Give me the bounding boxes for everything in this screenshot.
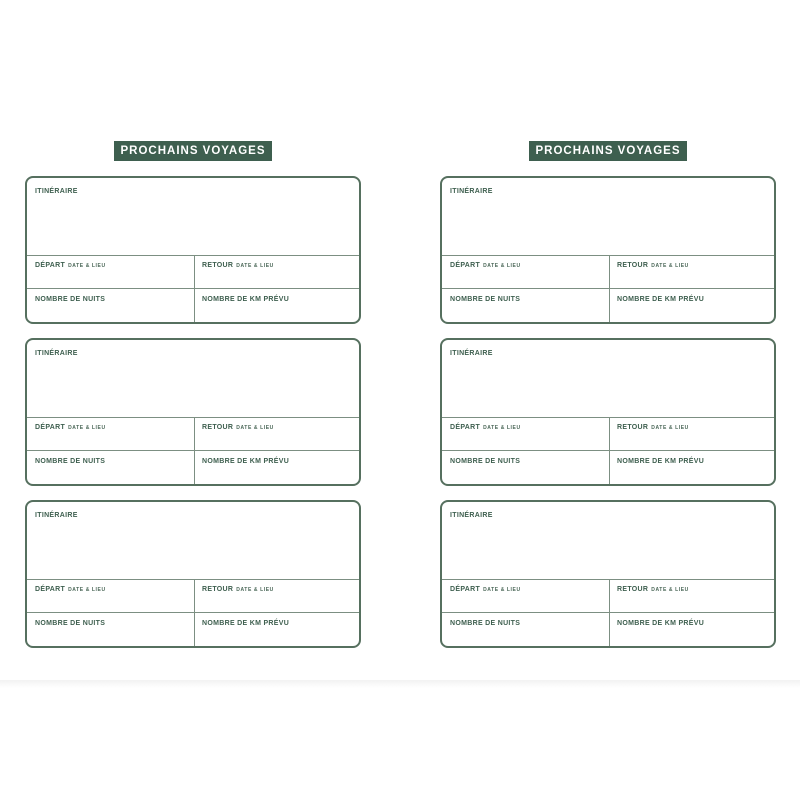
itinerary-field[interactable] bbox=[442, 178, 774, 256]
return-sublabel: DATE & LIEU bbox=[236, 425, 274, 431]
return-label: RETOUR DATE & LIEU bbox=[202, 586, 274, 593]
column-divider bbox=[194, 255, 195, 324]
departure-sublabel: DATE & LIEU bbox=[68, 263, 106, 269]
departure-label: DÉPART DATE & LIEU bbox=[450, 586, 521, 593]
km-label: NOMBRE DE KM PRÉVU bbox=[202, 296, 290, 303]
departure-label: DÉPART DATE & LIEU bbox=[35, 586, 106, 593]
departure-sublabel: DATE & LIEU bbox=[483, 263, 521, 269]
itinerary-label: ITINÉRAIRE bbox=[35, 188, 78, 195]
return-label: RETOUR DATE & LIEU bbox=[617, 586, 689, 593]
trip-card bbox=[25, 500, 361, 648]
km-label: NOMBRE DE KM PRÉVU bbox=[617, 620, 705, 627]
departure-label: DÉPART DATE & LIEU bbox=[450, 424, 521, 431]
return-sublabel: DATE & LIEU bbox=[651, 587, 689, 593]
nights-label: NOMBRE DE NUITS bbox=[450, 620, 521, 627]
return-sublabel: DATE & LIEU bbox=[651, 425, 689, 431]
nights-label: NOMBRE DE NUITS bbox=[35, 458, 106, 465]
departure-sublabel: DATE & LIEU bbox=[483, 425, 521, 431]
departure-label: DÉPART DATE & LIEU bbox=[35, 424, 106, 431]
section-heading: PROCHAINS VOYAGES bbox=[529, 141, 686, 161]
itinerary-field[interactable] bbox=[27, 502, 359, 580]
page-shadow bbox=[0, 680, 800, 688]
return-label: RETOUR DATE & LIEU bbox=[617, 262, 689, 269]
trip-card bbox=[440, 176, 776, 324]
itinerary-field[interactable] bbox=[442, 502, 774, 580]
column-divider bbox=[609, 417, 610, 486]
section-heading: PROCHAINS VOYAGES bbox=[114, 141, 271, 161]
return-label: RETOUR DATE & LIEU bbox=[202, 424, 274, 431]
column-divider bbox=[609, 255, 610, 324]
nights-label: NOMBRE DE NUITS bbox=[35, 620, 106, 627]
return-label: RETOUR DATE & LIEU bbox=[617, 424, 689, 431]
itinerary-label: ITINÉRAIRE bbox=[450, 188, 493, 195]
return-sublabel: DATE & LIEU bbox=[651, 263, 689, 269]
nights-label: NOMBRE DE NUITS bbox=[35, 296, 106, 303]
km-label: NOMBRE DE KM PRÉVU bbox=[617, 458, 705, 465]
trip-card bbox=[25, 176, 361, 324]
column-divider bbox=[609, 579, 610, 648]
itinerary-field[interactable] bbox=[27, 340, 359, 418]
return-sublabel: DATE & LIEU bbox=[236, 587, 274, 593]
itinerary-label: ITINÉRAIRE bbox=[35, 512, 78, 519]
trip-card bbox=[440, 500, 776, 648]
return-label: RETOUR DATE & LIEU bbox=[202, 262, 274, 269]
column-divider bbox=[194, 579, 195, 648]
nights-label: NOMBRE DE NUITS bbox=[450, 296, 521, 303]
departure-sublabel: DATE & LIEU bbox=[483, 587, 521, 593]
itinerary-label: ITINÉRAIRE bbox=[35, 350, 78, 357]
km-label: NOMBRE DE KM PRÉVU bbox=[202, 458, 290, 465]
departure-label: DÉPART DATE & LIEU bbox=[450, 262, 521, 269]
itinerary-field[interactable] bbox=[442, 340, 774, 418]
trip-card bbox=[25, 338, 361, 486]
km-label: NOMBRE DE KM PRÉVU bbox=[617, 296, 705, 303]
trip-card bbox=[440, 338, 776, 486]
departure-sublabel: DATE & LIEU bbox=[68, 587, 106, 593]
itinerary-field[interactable] bbox=[27, 178, 359, 256]
departure-sublabel: DATE & LIEU bbox=[68, 425, 106, 431]
itinerary-label: ITINÉRAIRE bbox=[450, 350, 493, 357]
column-divider bbox=[194, 417, 195, 486]
return-sublabel: DATE & LIEU bbox=[236, 263, 274, 269]
km-label: NOMBRE DE KM PRÉVU bbox=[202, 620, 290, 627]
itinerary-label: ITINÉRAIRE bbox=[450, 512, 493, 519]
nights-label: NOMBRE DE NUITS bbox=[450, 458, 521, 465]
departure-label: DÉPART DATE & LIEU bbox=[35, 262, 106, 269]
